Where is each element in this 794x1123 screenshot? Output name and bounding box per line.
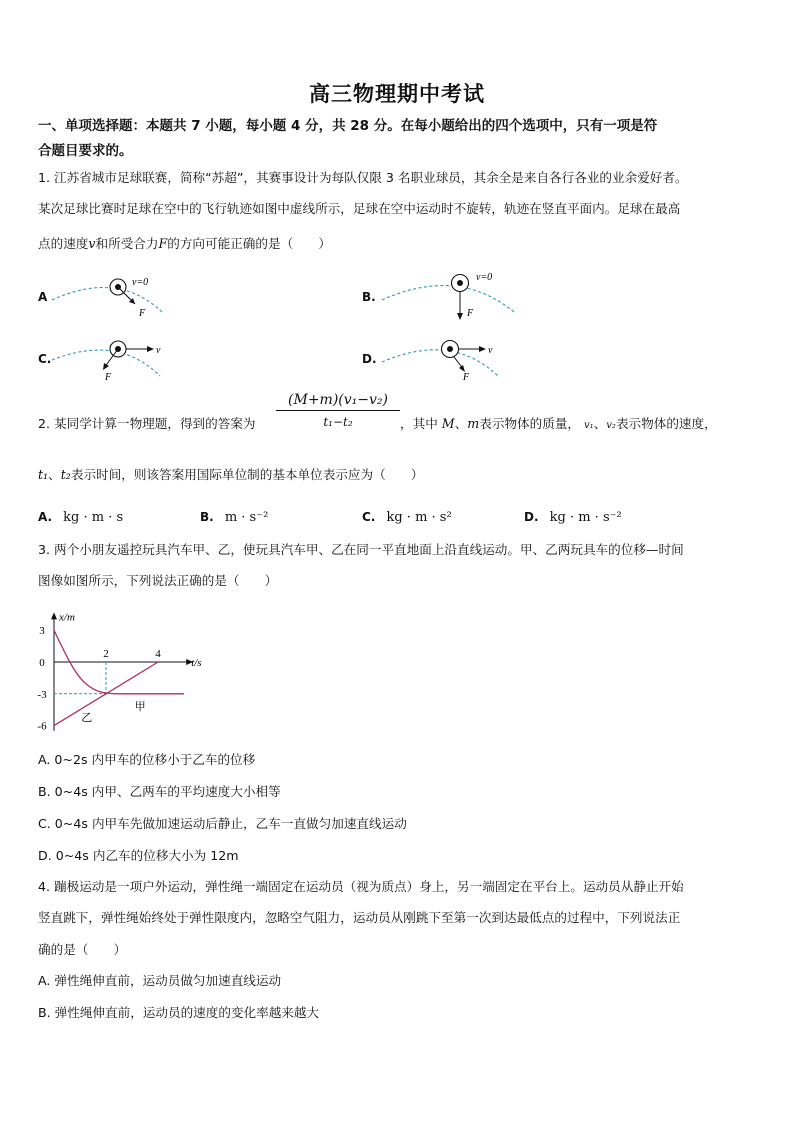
graph-axes	[51, 612, 193, 730]
q2-option-c[interactable]	[362, 506, 452, 525]
q2-denominator: t₁−t₂	[323, 415, 353, 429]
q4-line3: 确的是（ ）	[38, 942, 127, 957]
q2-option-b[interactable]	[200, 506, 268, 525]
q1-line3	[38, 234, 331, 254]
y-tick-label: 0	[39, 657, 45, 669]
force-label: F	[467, 308, 474, 319]
q3-option-d[interactable]: D. 0~4s 内乙车的位移大小为 12m	[38, 848, 239, 863]
q2-speed-text: 表示物体的速度，	[615, 416, 717, 431]
force-label: F	[139, 308, 146, 319]
force-arrow-head	[103, 363, 109, 370]
q1-option-d-label[interactable]: D.	[362, 352, 377, 366]
force-label: F	[105, 372, 112, 383]
q1-line2: 某次足球比赛时足球在空中的飞行轨迹如图中虚线所示，足球在空中运动时不旋转，轨迹在竖直平面内。足球在最高	[38, 201, 681, 216]
x-tick-label: 4	[155, 648, 161, 660]
q2-option-c-text: kg · m · s²	[386, 510, 452, 525]
graph-labels	[37, 611, 201, 732]
q3-option-a[interactable]: A. 0~2s 内甲车的位移小于乙车的位移	[38, 752, 256, 767]
section-heading-line1: 一、单项选择题：本题共 7 小题，每小题 4 分，共 28 分。在每小题给出的四个选项中，只有一项是符	[38, 118, 658, 134]
q2-line1-rest	[400, 414, 717, 436]
q2-option-a-text: kg · m · s	[63, 510, 124, 525]
q1-line1: 1. 江苏省城市足球联赛，简称“苏超”，其赛事设计为每队仅限 3 名职业球员，其余全是来自各行各业的业余爱好者。	[38, 170, 688, 185]
q3-option-c[interactable]: C. 0~4s 内甲车先做加速运动后静止，乙车一直做匀加速直线运动	[38, 816, 407, 831]
section-heading-line2: 合题目要求的。	[38, 143, 133, 159]
football-patch	[457, 280, 463, 286]
q2-option-a-label: A.	[38, 510, 53, 524]
q4-line1: 4. 蹦极运动是一项户外运动，弹性绳一端固定在运动员（视为质点）身上，另一端固定在平台上。运动员从静止开始	[38, 879, 684, 894]
force-arrow-head	[459, 365, 465, 372]
q2-mass-text: 表示物体的质量，	[479, 416, 580, 431]
q2-option-a[interactable]	[38, 506, 123, 525]
velocity-arrow-head	[479, 346, 486, 352]
y-tick-label: 3	[39, 625, 45, 638]
q3-line2: 图像如图所示，下列说法正确的是（ ）	[38, 573, 278, 588]
y-tick-label: -3	[37, 688, 47, 701]
q1-F-symbol: F	[158, 236, 168, 251]
q1-option-a-label[interactable]: A	[38, 290, 48, 304]
force-label: F	[463, 372, 470, 383]
q2-prefix: 2. 某同学计算一物理题，得到的答案为	[38, 416, 256, 431]
q2-option-b-label: B.	[200, 510, 214, 524]
q2-option-b-text: m · s⁻²	[224, 510, 269, 525]
q1-option-b-diagram	[378, 266, 518, 324]
q2-option-c-label: C.	[362, 510, 376, 524]
graph-series	[54, 630, 184, 725]
velocity-label: v=0	[132, 277, 149, 288]
x-tick-label: 2	[103, 648, 109, 660]
q2-t1: t₁	[38, 467, 49, 482]
trajectory-dashed	[52, 288, 162, 313]
section-heading	[38, 114, 758, 164]
q2-m: m	[467, 416, 480, 431]
q3-xt-graph	[34, 592, 244, 742]
q1-option-d-diagram	[378, 332, 518, 384]
q1-line3c: 的方向可能正确的是（ ）	[167, 236, 331, 251]
series-label-yi: 乙	[81, 712, 93, 725]
x-axis-label: t/s	[191, 657, 202, 669]
velocity-label: v	[488, 345, 493, 356]
q2-v1: v₁	[584, 420, 594, 431]
q2-mid: ，其中	[400, 416, 438, 431]
q1-option-a-diagram	[48, 268, 178, 324]
velocity-label: v	[156, 345, 161, 356]
trajectory-dashed	[382, 286, 514, 312]
q2-option-d-text: kg · m · s⁻²	[549, 510, 622, 525]
q4-option-a[interactable]: A. 弹性绳伸直前，运动员做匀加速直线运动	[38, 973, 282, 988]
trajectory-dashed	[382, 350, 498, 376]
y-axis-arrow	[51, 612, 57, 619]
q1-option-b-label[interactable]: B.	[362, 290, 376, 304]
q1-line3a: 点的速度	[38, 236, 89, 251]
q1-option-c-diagram	[48, 334, 178, 384]
q2-sep2: 、	[593, 416, 607, 431]
q2-option-d[interactable]	[524, 506, 622, 525]
q2-line2-text: 表示时间，则该答案用国际单位制的基本单位表示应为（ ）	[70, 467, 424, 482]
q2-fraction	[276, 392, 400, 429]
velocity-arrow-head	[147, 346, 154, 352]
q2-M: M	[441, 416, 455, 431]
q2-line2-sep: 、	[48, 467, 61, 482]
q2-sep1: 、	[454, 416, 468, 431]
q4-line2: 竖直跳下，弹性绳始终处于弹性限度内，忽略空气阻力，运动员从刚跳下至第一次到达最低点的过程中，下列说法正	[38, 910, 681, 925]
series-label-jia: 甲	[134, 700, 146, 713]
y-axis-label: x/m	[59, 611, 75, 624]
q3-line1: 3. 两个小朋友遥控玩具汽车甲、乙，使玩具汽车甲、乙在同一平直地面上沿直线运动。甲、乙两玩具车的位移—时间	[38, 542, 684, 557]
exam-title: 高三物理期中考试	[309, 82, 485, 106]
force-arrow-head	[457, 313, 463, 320]
y-tick-label: -6	[37, 720, 47, 733]
q2-t2: t₂	[60, 467, 71, 482]
q1-option-c-label[interactable]: C.	[38, 352, 52, 366]
q1-line3b: 和所受合力	[95, 236, 159, 251]
q2-line2	[38, 465, 423, 485]
football-patch	[447, 346, 453, 352]
q4-option-b[interactable]: B. 弹性绳伸直前，运动员的速度的变化率越来越大	[38, 1005, 320, 1020]
q1-v-symbol: v	[88, 236, 96, 251]
q2-v2: v₂	[606, 420, 616, 431]
q2-numerator: (M+m)(v₁−v₂)	[276, 392, 400, 411]
q3-option-b[interactable]: B. 0~4s 内甲、乙两车的平均速度大小相等	[38, 784, 281, 799]
q2-option-d-label: D.	[524, 510, 539, 524]
velocity-label: v=0	[476, 272, 493, 283]
